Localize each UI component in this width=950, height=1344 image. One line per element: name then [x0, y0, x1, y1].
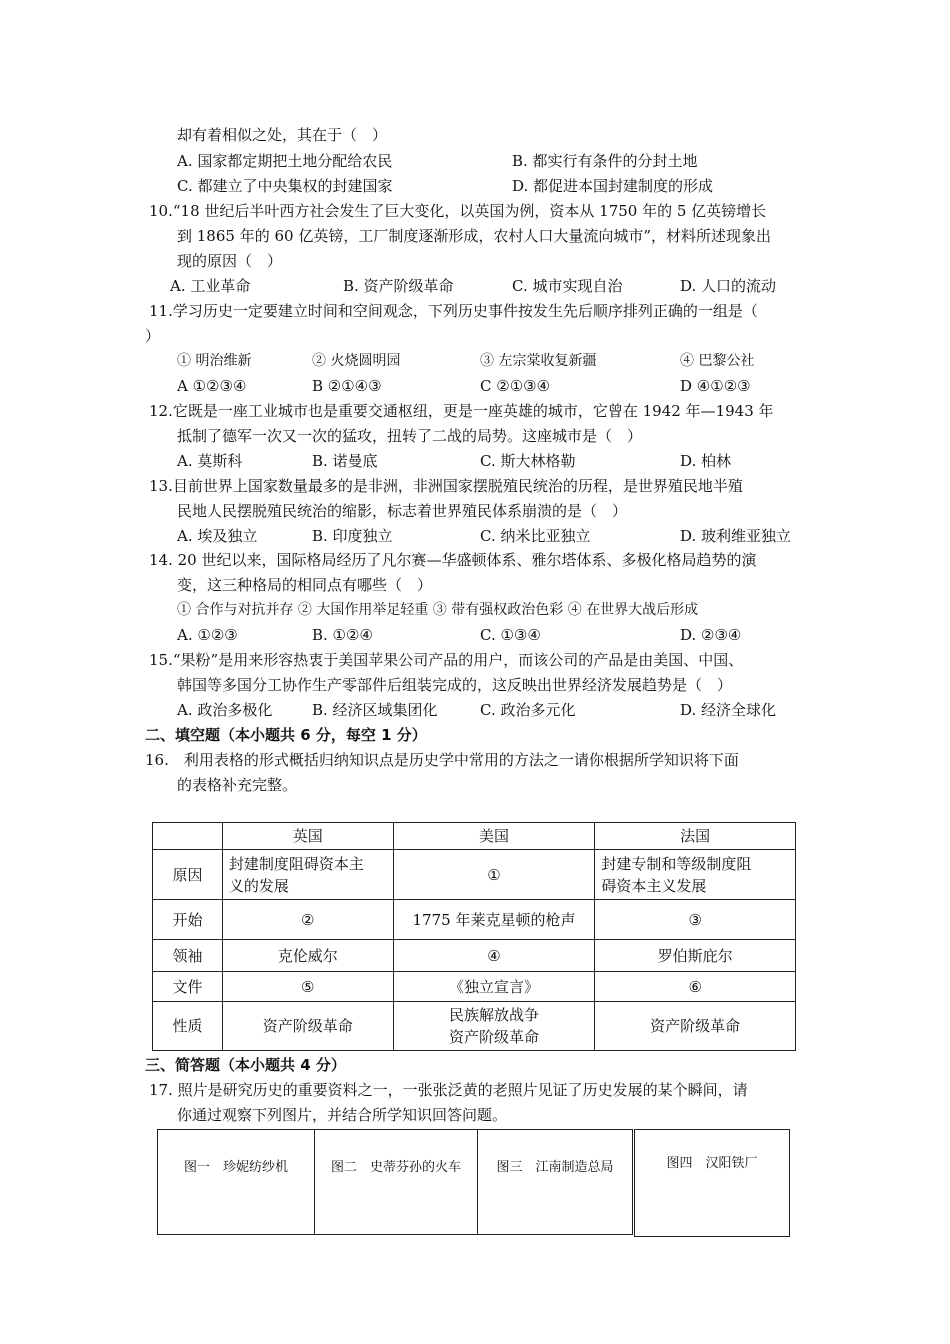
cell-us-nature-line1: 民族解放战争 [448, 1006, 539, 1024]
cell-fr-nature: 资产阶级革命 [595, 1002, 796, 1051]
blank-3[interactable]: ③ [595, 900, 796, 940]
q15-stem-line1: 15.“果粉”是用来形容热衷于美国苹果公司产品的用户，而该公司的产品是由美国、中国、 [149, 651, 744, 669]
q11-option-a: A ①②③④ [177, 377, 247, 395]
blank-2[interactable]: ② [222, 900, 393, 940]
q12-option-d: D. 柏林 [680, 452, 732, 470]
table-header-uk: 英国 [222, 823, 393, 850]
q11-event-4: ④ 巴黎公社 [680, 353, 755, 369]
q17-stem-line2: 你通过观察下列图片，并结合所学知识回答问题。 [177, 1106, 508, 1124]
q14-option-a: A. ①②③ [177, 626, 238, 644]
q9-option-d: D. 都促进本国封建制度的形成 [512, 177, 714, 195]
cell-uk-leader: 克伦威尔 [222, 940, 393, 972]
q15-option-b: B. 经济区域集团化 [312, 701, 438, 719]
q14-option-c: C. ①③④ [480, 626, 541, 644]
q13-stem-line2: 民地人民摆脱殖民统治的缩影，标志着世界殖民体系崩溃的是（ ） [177, 502, 628, 520]
q10-stem-line2: 到 1865 年的 60 亿英镑，工厂制度逐渐形成，农村人口大量流向城市”，材料所述现象出 [177, 227, 772, 245]
section-heading-short-answer: 三、简答题（本小题共 4 分） [145, 1056, 346, 1074]
row-label-cause: 原因 [153, 850, 223, 900]
q9-option-b: B. 都实行有条件的分封土地 [512, 152, 698, 170]
table-row-document [153, 972, 796, 1002]
q10-option-b: B. 资产阶级革命 [343, 277, 454, 295]
blank-6[interactable]: ⑥ [595, 972, 796, 1002]
cell-us-nature [393, 1002, 595, 1051]
q16-stem-line2: 的表格补充完整。 [177, 776, 298, 794]
cell-us-start: 1775 年莱克星顿的枪声 [393, 900, 595, 940]
q15-option-d: D. 经济全球化 [680, 701, 777, 719]
blank-5[interactable]: ⑤ [222, 972, 393, 1002]
q11-stem-line2: ） [145, 327, 161, 345]
cell-uk-cause [222, 850, 393, 900]
q11-stem-line1: 11.学习历史一定要建立时间和空间观念，下列历史事件按发生先后顺序排列正确的一组是（ [149, 302, 758, 320]
row-label-start: 开始 [153, 900, 223, 940]
q10-stem-line1: 10.“18 世纪后半叶西方社会发生了巨大变化，以英国为例，资本从 1750 年的 5 亿英镑增长 [149, 202, 767, 220]
cell-uk-cause-line2: 义的发展 [228, 876, 289, 895]
q12-stem-line1: 12.它既是一座工业城市也是重要交通枢纽，更是一座英雄的城市，它曾在 1942 年—1943 年 [149, 402, 774, 420]
q10-option-a: A. 工业革命 [170, 277, 251, 295]
table-row-cause [153, 850, 796, 900]
section-heading-fill-in: 二、填空题（本小题共 6 分，每空 1 分） [145, 726, 427, 744]
q13-option-c: C. 纳米比亚独立 [480, 527, 591, 545]
q11-event-3: ③ 左宗棠收复新疆 [480, 353, 597, 369]
table-row-leader [153, 940, 796, 972]
photo-1-jenny-spinning: 图一 珍妮纺纱机 [157, 1129, 315, 1235]
q11-event-2: ② 火烧圆明园 [312, 353, 401, 369]
blank-4[interactable]: ④ [393, 940, 595, 972]
q14-statements: ① 合作与对抗并存 ② 大国作用举足轻重 ③ 带有强权政治色彩 ④ 在世界大战后形成 [177, 602, 699, 618]
q14-option-d: D. ②③④ [680, 626, 742, 644]
q14-stem-line1: 14. 20 世纪以来，国际格局经历了凡尔赛—华盛顿体系、雅尔塔体系、多极化格局趋势的演 [149, 551, 757, 569]
q12-option-b: B. 诺曼底 [312, 452, 378, 470]
q13-option-b: B. 印度独立 [312, 527, 393, 545]
table-header-empty [153, 823, 223, 850]
blank-1[interactable]: ① [393, 850, 595, 900]
q13-option-d: D. 玻利维亚独立 [680, 527, 792, 545]
q11-option-c: C ②①③④ [480, 377, 551, 395]
photo-4-hanyang-ironworks: 图四 汉阳铁厂 [634, 1129, 790, 1237]
cell-uk-nature: 资产阶级革命 [222, 1002, 393, 1051]
q10-option-d: D. 人口的流动 [680, 277, 777, 295]
q11-option-b: B ②①④③ [312, 377, 382, 395]
q15-option-c: C. 政治多元化 [480, 701, 576, 719]
q17-stem-line1: 17. 照片是研究历史的重要资料之一，一张张泛黄的老照片见证了历史发展的某个瞬间，请 [149, 1081, 748, 1099]
q13-stem-line1: 13.目前世界上国家数量最多的是非洲，非洲国家摆脱殖民统治的历程，是世界殖民地半殖 [149, 477, 743, 495]
cell-fr-cause [595, 850, 796, 900]
table-header-us: 美国 [393, 823, 595, 850]
q10-option-c: C. 城市实现自治 [512, 277, 623, 295]
cell-us-nature-line2: 资产阶级革命 [448, 1028, 539, 1046]
cell-fr-cause-line1: 封建专制和等级制度阻 [601, 854, 752, 873]
table-row-start [153, 900, 796, 940]
q9-option-a: A. 国家都定期把土地分配给农民 [177, 152, 393, 170]
table-header-fr: 法国 [595, 823, 796, 850]
row-label-nature: 性质 [153, 1002, 223, 1051]
q11-option-d: D ④①②③ [680, 377, 751, 395]
q9-option-c: C. 都建立了中央集权的封建国家 [177, 177, 393, 195]
cell-us-document: 《独立宣言》 [393, 972, 595, 1002]
q16-stem-line1: 16. 利用表格的形式概括归纳知识点是历史学中常用的方法之一请你根据所学知识将下面 [145, 751, 739, 769]
photo-3-jiangnan-arsenal: 图三 江南制造总局 [477, 1129, 633, 1235]
q14-stem-line2: 变，这三种格局的相同点有哪些（ ） [177, 576, 433, 594]
row-label-document: 文件 [153, 972, 223, 1002]
q14-option-b: B. ①②④ [312, 626, 373, 644]
cell-uk-cause-line1: 封建制度阻碍资本主 [228, 854, 364, 873]
table-row-nature [153, 1002, 796, 1051]
q13-option-a: A. 埃及独立 [177, 527, 258, 545]
photo-2-stephenson-train: 图二 史蒂芬孙的火车 [314, 1129, 478, 1235]
q15-option-a: A. 政治多极化 [177, 701, 273, 719]
q12-option-c: C. 斯大林格勒 [480, 452, 576, 470]
q10-stem-line3: 现的原因（ ） [177, 252, 283, 270]
q12-option-a: A. 莫斯科 [177, 452, 243, 470]
cell-fr-cause-line2: 碍资本主义发展 [601, 876, 707, 895]
revolution-comparison-table [152, 822, 796, 1051]
q11-event-1: ① 明治维新 [177, 353, 252, 369]
q9-stem-continued: 却有着相似之处，其在于（ ） [177, 126, 388, 144]
photo-row [157, 1129, 790, 1237]
cell-fr-leader: 罗伯斯庇尔 [595, 940, 796, 972]
q15-stem-line2: 韩国等多国分工协作生产零部件后组装完成的，这反映出世界经济发展趋势是（ ） [177, 676, 733, 694]
q12-stem-line2: 抵制了德军一次又一次的猛攻，扭转了二战的局势。这座城市是（ ） [177, 427, 643, 445]
row-label-leader: 领袖 [153, 940, 223, 972]
table-header-row [153, 823, 796, 850]
